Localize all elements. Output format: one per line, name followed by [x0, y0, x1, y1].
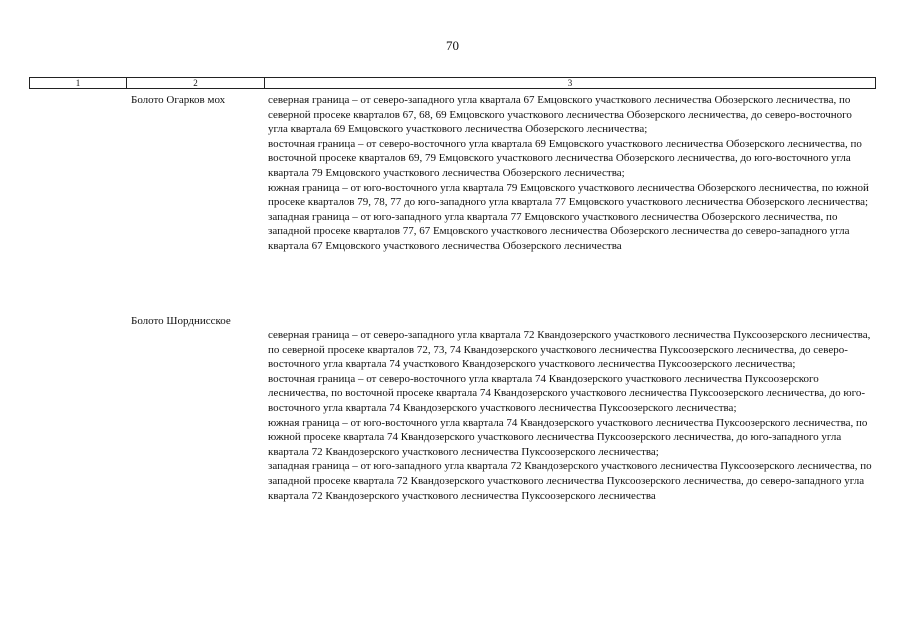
- west-boundary-text: западная граница – от юго-западного угла квартала 72 Квандозерского участкового лесничества Пуксоозерского лесничества, по западной просеке квартала 72 Квандозерского участкового лесничества Пуксоозерского лесничества, до северо-западного угла квартала 72 Квандозерского участкового лесничества Пуксоозерского лесничества: [268, 460, 872, 502]
- east-boundary-text: восточная граница – от северо-восточного угла квартала 74 Квандозерского участкового лесничества Пуксоозерского лесничества, по восточной просеке квартала 74 Квандозерского участкового лесничества Пуксоозерского лесничества, до юго-восточного угла квартала 74 Квандозерского участкового лесничества Пуксоозерского лесничества;: [268, 372, 865, 414]
- column-header-2: 2: [127, 78, 265, 88]
- page-number: 70: [446, 38, 459, 53]
- north-boundary-text: северная граница – от северо-западного угла квартала 67 Емцовского участкового лесничества Обозерского лесничества, по северной просеке кварталов 67, 68, 69 Емцовского участкового лесничества Обозерского лесничества, до северо-восточного угла квартала 69 Емцовского участкового лесничества Обозерского лесничества;: [268, 94, 852, 136]
- south-boundary-text: южная граница – от юго-восточного угла квартала 79 Емцовского участкового лесничества Обозерского лесничества, по южной просеке кварталов 79, 78, 77 до юго-западного угла квартала 77 Емцовского участкового лесничества Обозерского лесничества;: [268, 181, 869, 209]
- bog-name-ogarkov-mokh: Болото Огарков мох: [131, 94, 226, 106]
- boundary-description-shordnisskoe: [268, 328, 872, 503]
- bog-name-shordnisskoe: Болото Шорднисское: [131, 315, 231, 327]
- table-column-header-row: [29, 77, 876, 89]
- west-boundary-text: западная граница – от юго-западного угла квартала 77 Емцовского участкового лесничества Обозерского лесничества, по западной просеке кварталов 77, 67 Емцовского участкового лесничества Обозерского лесничества до северо-западного угла квартала 67 Емцовского участкового лесничества Обозерского лесничества: [268, 210, 850, 252]
- south-boundary-text: южная граница – от юго-восточного угла квартала 74 Квандозерского участкового лесничества Пуксоозерского лесничества, по южной просеке квартала 74 Квандозерского участкового лесничества Пуксоозерского лесничества, до юго-западного угла квартала 72 Квандозерского участкового лесничества Пуксоозерского лесничества;: [268, 416, 868, 458]
- boundary-description-ogarkov-mokh: [268, 93, 872, 254]
- east-boundary-text: восточная граница – от северо-восточного угла квартала 69 Емцовского участкового лесничества Обозерского лесничества, по восточной просеке кварталов 69, 79 Емцовского участкового лесничества Обозерского лесничества, до юго-восточного угла квартала 79 Емцовского участкового лесничества Обозерского лесничества;: [268, 137, 862, 179]
- column-header-3: 3: [567, 78, 573, 88]
- column-header-1: 1: [30, 78, 127, 88]
- north-boundary-text: северная граница – от северо-западного угла квартала 72 Квандозерского участкового лесничества Пуксоозерского лесничества, по северной просеке кварталов 72, 73, 74 Квандозерского участкового лесничества Пуксоозерского лесничества, до северо-восточного угла квартала 74 участкового Квандозерского участкового лесничества Пуксоозерского лесничества;: [268, 329, 871, 371]
